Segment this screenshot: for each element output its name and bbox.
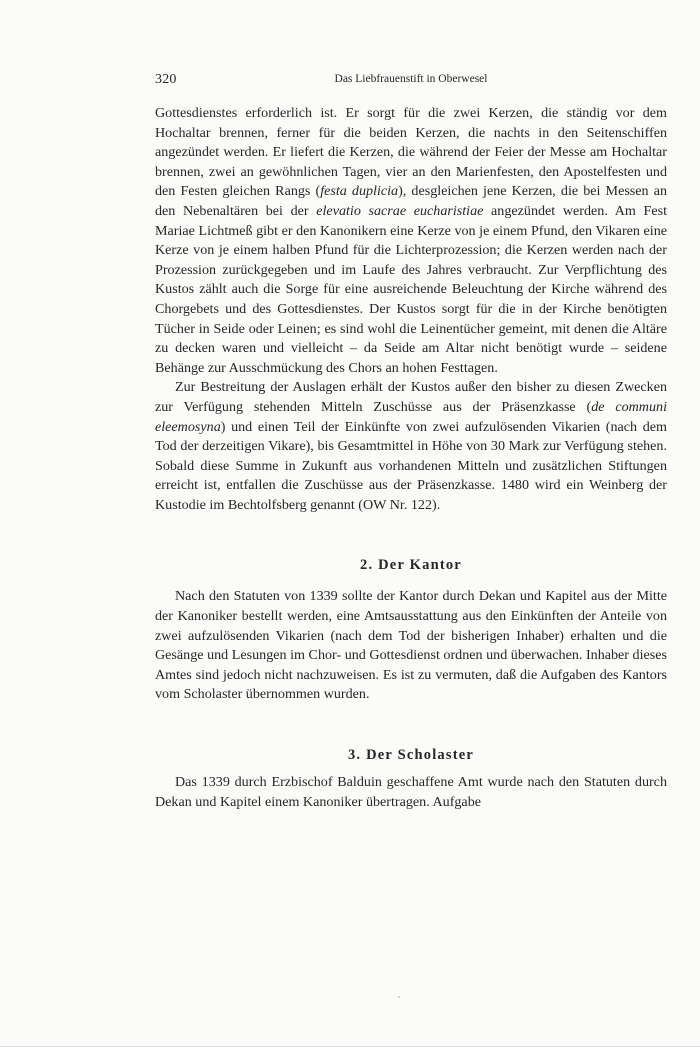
section-heading-scholaster: 3. Der Scholaster xyxy=(347,747,475,764)
page-number: 320 xyxy=(155,72,177,87)
text-run: Zur Bestreitung der Auslagen erhält der Kustos außer den bisher zu diesen Zwecken zur Verfügung stehenden Mitteln Zuschüsse aus der Präsenzkasse ( xyxy=(155,379,667,415)
text-run: angezündet werden. Am Fest Mariae Lichtmeß gibt er den Kanonikern eine Kerze von je einem Pfund, den Vikaren eine Kerze von je einem halben Pfund für die Lichterprozession; die Kerzen werden nach der Prozession zurückgegeben und im Laufe des Jahres verbraucht. Zur Verpflichtung des Kustos zählt auch die Sorge für eine ausreichende Beleuchtung der Kirche während des Chorgebets und des Gottesdienstes. Der Kustos sorgt für die in der Kirche benötigten Tücher in Seide oder Leinen; es sind wohl die Leinentücher gemeint, mit denen die Altäre zu decken waren und vielleicht – da Seide am Altar nicht benötigt wurde – seidene Behänge zur Ausschmückung des Chors an hohen Festtagen. xyxy=(155,202,668,376)
italic-latin-term: elevatio sacrae eucharistiae xyxy=(316,202,484,219)
text-run: ), desgleichen jene Kerzen, die bei Messen an den Nebenaltären bei der xyxy=(155,183,667,219)
paragraph-custos-funding xyxy=(155,378,667,515)
section-heading-kantor: 2. Der Kantor xyxy=(360,557,462,574)
italic-latin-term: festa duplicia xyxy=(320,183,399,200)
running-head xyxy=(155,72,667,90)
scan-speck xyxy=(398,996,400,998)
paragraph-scholaster: Das 1339 durch Erzbischof Balduin geschaffene Amt wurde nach den Statuten durch Dekan und Kapitel einem Kanoniker übertragen. Aufgabe xyxy=(155,774,667,810)
body-text xyxy=(155,104,667,812)
paragraph-kantor: Nach den Statuten von 1339 sollte der Kantor durch Dekan und Kapitel aus der Mitte der Kanoniker bestellt werden, eine Amtsausstattung aus den Einkünften der Anteile von zwei aufzulösenden Vikarien (nach dem Tod der bisherigen Inhaber) erhalten und die Gesänge und Lesungen im Chor- und Gottesdienst ordnen und überwachen. Inhaber dieses Amtes sind jedoch nicht nachzuweisen. Es ist zu vermuten, daß die Aufgaben des Kantors vom Scholaster übernommen wurden. xyxy=(155,588,667,703)
italic-latin-term: de communi eleemosyna xyxy=(155,398,667,435)
text-run: Gottesdienstes erforderlich ist. Er sorgt für die zwei Kerzen, die ständig vor dem Hochaltar brennen, ferner für die beiden Kerzen, die nachts in den Seitenschiffen angezündet werden. Er liefert die Kerzen, die während der Feier der Messe am Hochaltar brennen, zwei an gewöhnlichen Tagen, vier an den Marienfesten, den Apostelfesten und den Festen gleichen Rangs ( xyxy=(155,105,667,200)
text-run: ) und einen Teil der Einkünfte von zwei aufzulösenden Vikarien (nach dem Tod der derzeitigen Vikare), bis Gesamtmittel in Höhe von 30 Mark zur Verfügung stehen. Sobald diese Summe in Zukunft aus vorhandenen Mitteln und zusätzlichen Stiftungen erreicht ist, entfallen die Zuschüsse aus der Präsenzkasse. 1480 wird ein Weinberg der Kustodie im Bechtolfsberg genannt (OW Nr. 122). xyxy=(155,418,667,513)
running-title: Das Liebfrauenstift in Oberwesel xyxy=(334,73,488,85)
paragraph-custos-candles xyxy=(155,104,667,378)
